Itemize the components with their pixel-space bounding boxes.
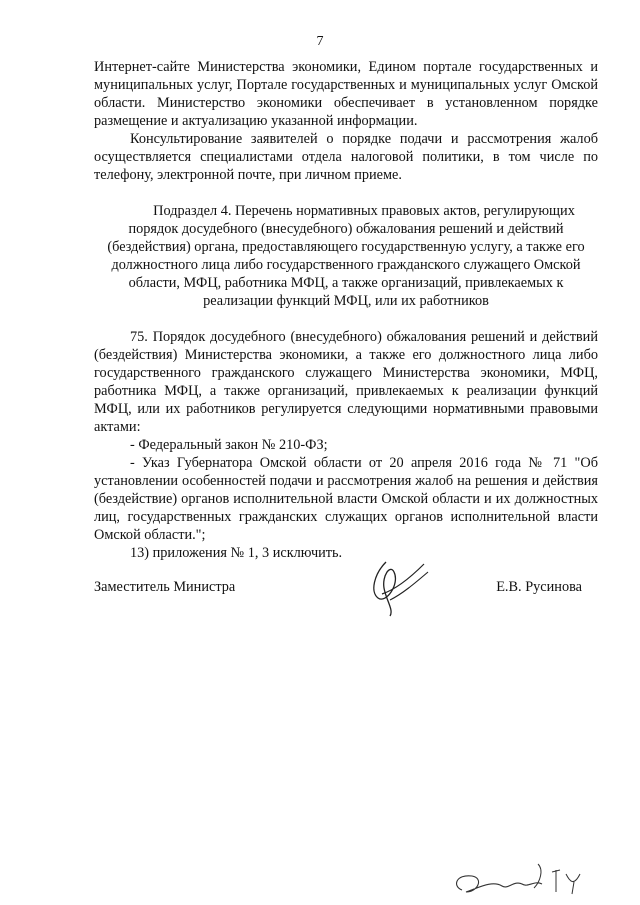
page-number: 7: [316, 34, 324, 49]
paragraph-consultation: Консультирование заявителей о порядке подачи и рассмотрения жалоб осуществляется специалистами отдела налоговой политики, в том числе по телефону, электронной почте, при личном приеме.: [94, 131, 598, 183]
signatory-name: Е.В. Русинова: [496, 579, 582, 595]
list-item-federal-law: - Федеральный закон № 210-ФЗ;: [130, 437, 328, 453]
initials-mark: [448, 852, 598, 898]
document-body: [94, 58, 598, 562]
spacer: [94, 184, 598, 202]
spacer: [94, 310, 598, 328]
subsection-heading: Подраздел 4. Перечень нормативных правовых актов, регулирующих порядок досудебного (внесудебного) обжалования решений и действий (бездействия) органа, предоставляющего государственную услугу, а также его должностного лица либо государственного гражданского служащего Омской области, МФЦ, работника МФЦ, а также организаций, привлекаемых к реализации функций МФЦ, или их работников: [107, 203, 585, 309]
paragraph-continuation: Интернет-сайте Министерства экономики, Едином портале государственных и муниципальных услуг, Портале государственных и муниципальных услуг Омской области. Министерство экономики обеспечивает в установленном порядке размещение и актуализацию указанной информации.: [94, 59, 598, 129]
handwritten-signature: [364, 554, 444, 620]
signatory-title: Заместитель Министра: [94, 579, 236, 595]
paragraph-75: 75. Порядок досудебного (внесудебного) обжалования решений и действий (бездействия) Министерства экономики, а также его должностного лица либо государственного гражданского служащего Министерства экономики, МФЦ, работника МФЦ, а также организаций, привлекаемых к реализации функций МФЦ, или их работников регулируется следующими нормативными правовыми актами:: [94, 329, 598, 435]
list-item-decree: - Указ Губернатора Омской области от 20 апреля 2016 года № 71 "Об установлении особенностей подачи и рассмотрения жалоб на решения и действия (бездействие) органов исполнительной власти Омской области и их должностных лиц, государственных гражданских служащих органов исполнительной власти Омской области.";: [94, 455, 598, 543]
paragraph-13: 13) приложения № 1, 3 исключить.: [130, 545, 343, 561]
signature-block: [94, 576, 598, 616]
